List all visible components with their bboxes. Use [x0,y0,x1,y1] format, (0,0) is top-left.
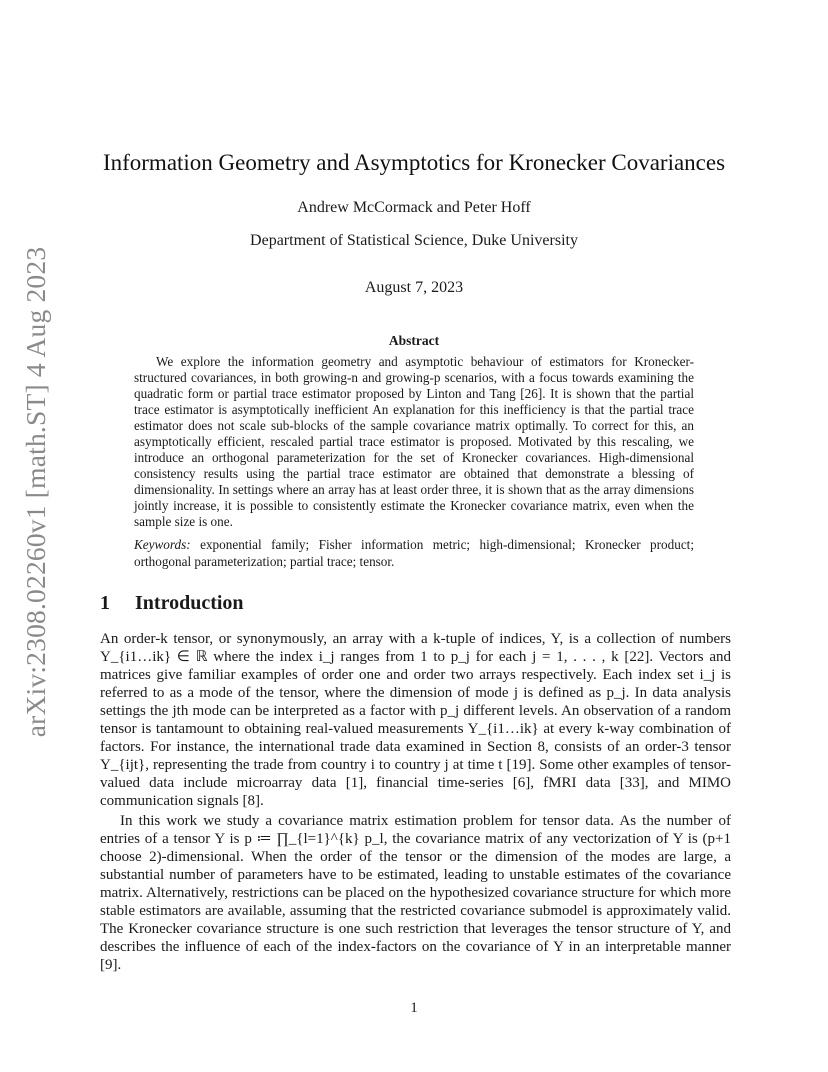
keywords-text: exponential family; Fisher information metric; high-dimensional; Kronecker product; orthogonal parameterization; partial trace; tensor. [134,537,694,569]
paper-authors: Andrew McCormack and Peter Hoff [297,199,531,216]
keywords [134,537,694,570]
section-number: 1 [100,592,110,614]
abstract-text: We explore the information geometry and asymptotic behaviour of estimators for Kronecker-structured covariances, in both growing-n and growing-p scenarios, with a focus towards examining the quadratic form or partial trace estimator proposed by Linton and Tang [26]. It is shown that the partial trace estimator is asymptotically inefficient An explanation for this inefficiency is that the partial trace estimator does not scale sub-blocks of the sample covariance matrix optimally. To correct for this, an asymptotically efficient, rescaled partial trace estimator is proposed. Motivated by this rescaling, we introduce an orthogonal parameterization for the set of Kronecker covariances. High-dimensional consistency results using the partial trace estimator are obtained that demonstrate a blessing of dimensionality. In settings where an array has at least order three, it is shown that as the array dimensions jointly increase, it is possible to consistently estimate the Kronecker covariance matrix, even when the sample size is one. [134,354,694,529]
paper-date: August 7, 2023 [364,279,464,296]
section-title: Introduction [135,592,244,614]
arxiv-stamp-text: arXiv:2308.02260v1 [math.ST] 4 Aug 2023 [20,246,51,738]
intro-paragraph-1: An order-k tensor, or synonymously, an array with a k-tuple of indices, Y, is a collection of numbers Y_{i1…ik} ∈ ℝ where the index i_j ranges from 1 to p_j for each j = 1, . . . , k [22]. Vectors and matrices give familiar examples of order one and order two arrays respectively. Each index set i_j is referred to as a mode of the tensor, where the dimension of mode j is defined as p_j. In data analysis settings the jth mode can be interpreted as a factor with p_j different levels. An observation of a random tensor is tantamount to obtaining real-valued measurements Y_{i1…ik} at every k-way combination of factors. For instance, the international trade data examined in Section 8, consists of an order-3 tensor Y_{ijt}, representing the trade from country i to country j at time t [19]. Some other examples of tensor-valued data include microarray data [1], financial time-series [6], fMRI data [33], and MIMO communication signals [8]. [100,631,731,809]
paper-affiliation: Department of Statistical Science, Duke University [250,232,578,249]
section-heading [100,592,244,615]
page-number: 1 [410,1000,418,1016]
intro-paragraph-2: In this work we study a covariance matrix estimation problem for tensor data. As the number of entries of a tensor Y is p ≔ ∏_{l=1}^{k} p_l, the covariance matrix of any vectorization of Y is (p+1 choose 2)-dimensional. When the order of the tensor or the dimension of the modes are large, a substantial number of parameters have to be estimated, leading to unstable estimates of the covariance matrix. Alternatively, restrictions can be placed on the hypothesized covariance structure for which more stable estimators are available, assuming that the restricted covariance submodel is approximately valid. The Kronecker covariance structure is one such restriction that leverages the tensor structure of Y, and describes the influence of each of the index-factors on the covariance of Y in an interpretable manner [9]. [100,813,731,973]
keywords-label: Keywords: [134,537,191,552]
abstract-heading: Abstract [388,333,440,348]
paper-title: Information Geometry and Asymptotics for Kronecker Covariances [102,150,726,175]
